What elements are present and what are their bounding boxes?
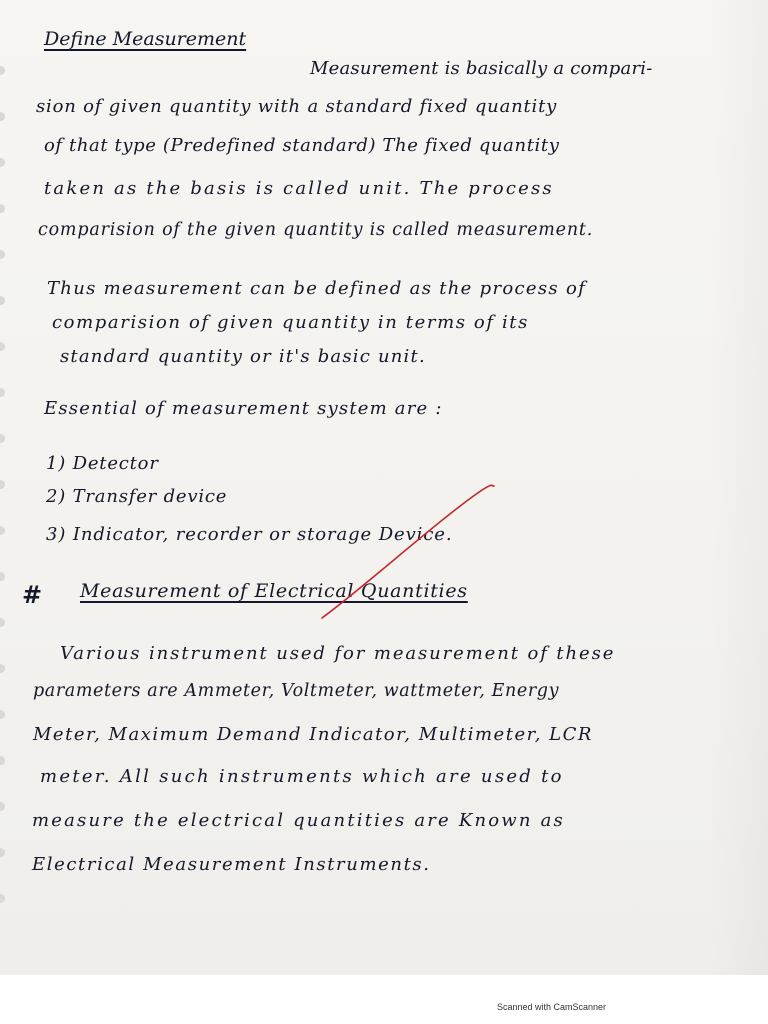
text-line: comparision of given quantity in terms of its — [52, 312, 529, 333]
text-line: Thus measurement can be defined as the process of — [47, 278, 587, 299]
text-line: parameters are Ammeter, Voltmeter, wattmeter, Energy — [33, 681, 560, 701]
text-line: standard quantity or it's basic unit. — [60, 346, 426, 367]
text-line: sion of given quantity with a standard fixed quantity — [36, 96, 558, 117]
list-item: 3) Indicator, recorder or storage Device. — [46, 524, 453, 545]
scanner-watermark: Scanned with CamScanner — [497, 1002, 607, 1012]
section-hash: # — [22, 580, 43, 609]
list-item: 1) Detector — [46, 453, 159, 474]
section-title: Measurement of Electrical Quantities — [80, 580, 468, 602]
text-line: Electrical Measurement Instruments. — [32, 854, 431, 875]
essentials-heading: Essential of measurement system are : — [44, 398, 443, 419]
text-line: meter. All such instruments which are used to — [40, 766, 564, 787]
text-line: comparision of the given quantity is called measurement. — [38, 220, 594, 240]
text-line: Measurement is basically a compari- — [310, 58, 653, 79]
text-line: Meter, Maximum Demand Indicator, Multimeter, LCR — [33, 724, 593, 745]
spiral-holes — [0, 0, 14, 975]
text-line: Various instrument used for measurement of these — [60, 643, 616, 664]
text-line: of that type (Predefined standard) The fixed quantity — [44, 135, 560, 156]
text-line: measure the electrical quantities are Known as — [32, 810, 565, 831]
list-item: 2) Transfer device — [46, 486, 228, 507]
scan-footer — [0, 975, 768, 1024]
page-heading: Define Measurement — [44, 28, 247, 50]
text-line: taken as the basis is called unit. The process — [44, 178, 554, 199]
